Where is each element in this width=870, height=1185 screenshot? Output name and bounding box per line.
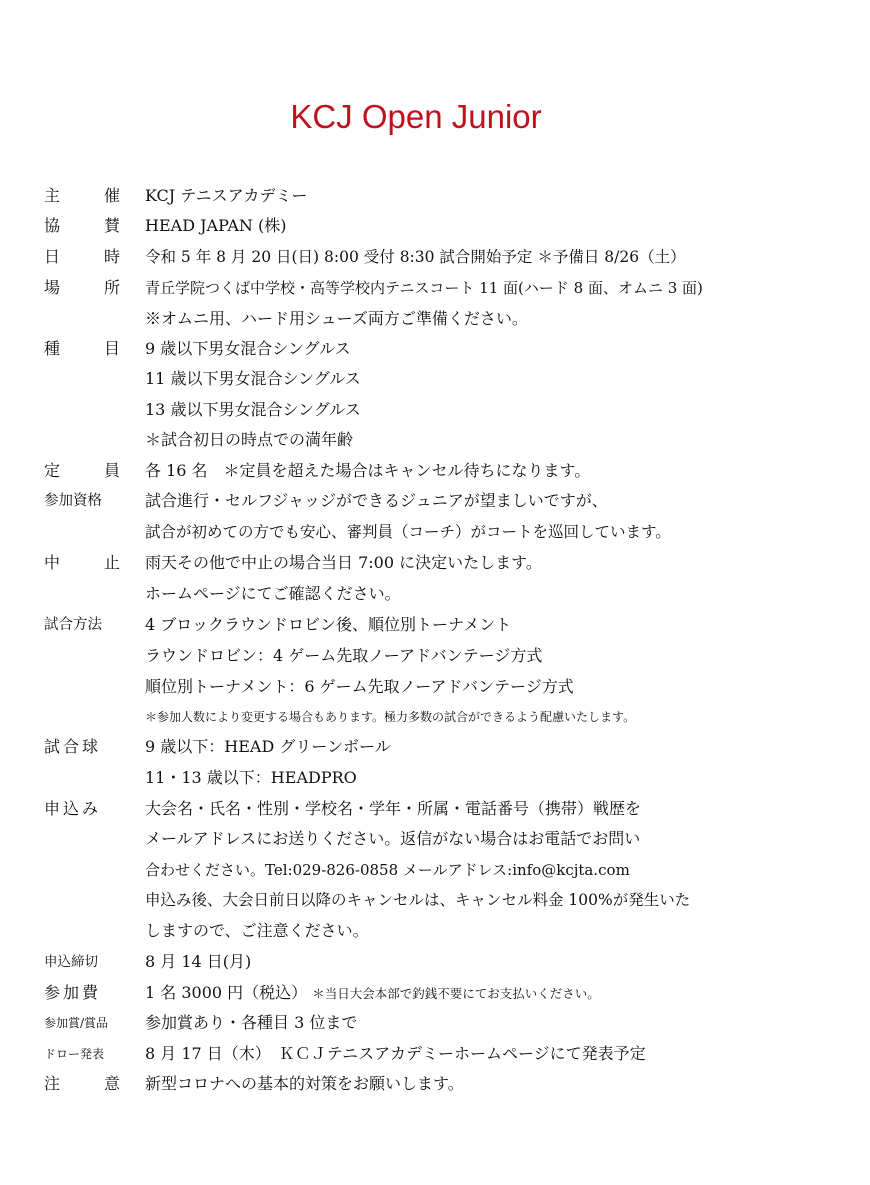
- value-events-4: ＊試合初日の時点での満年齢: [145, 430, 354, 449]
- value-ball-2: 11・13 歳以下：HEADPRO: [145, 768, 357, 787]
- row-application-3: [0, 858, 870, 888]
- value-venue-2: ※オムニ用、ハード用シューズ両方ご準備ください。: [145, 309, 528, 328]
- value-sponsor: HEAD JAPAN (株): [145, 216, 287, 235]
- row-draw: [0, 1042, 870, 1072]
- value-eligibility-2: 試合が初めての方でも安心、審判員（コーチ）がコートを巡回しています。: [145, 523, 671, 541]
- row-fee: [0, 981, 870, 1011]
- row-eligibility: [0, 489, 870, 519]
- row-events-2: [0, 367, 870, 397]
- label-notice: 注 意: [44, 1074, 135, 1093]
- value-draw: 8 月 17 日（木） ＫＣＪテニスアカデミーホームページにて発表予定: [145, 1044, 646, 1063]
- row-venue-2: [0, 307, 870, 337]
- row-application: [0, 797, 870, 827]
- label-venue: 場 所: [44, 278, 135, 297]
- row-format-2: [0, 644, 870, 674]
- row-application-4: [0, 888, 870, 918]
- value-events-2: 11 歳以下男女混合シングルス: [145, 369, 361, 388]
- row-cancellation-2: [0, 582, 870, 612]
- value-organizer: KCJ テニスアカデミー: [145, 186, 308, 205]
- row-events-4: [0, 428, 870, 458]
- value-format-2: ラウンドロビン：4 ゲーム先取ノーアドバンテージ方式: [145, 646, 543, 665]
- label-cancellation: 中 止: [44, 553, 135, 572]
- value-format-note: ＊参加人数により変更する場合もあります。極力多数の試合ができるよう配慮いたします。: [145, 710, 636, 724]
- value-application-1: 大会名・氏名・性別・学校名・学年・所属・電話番号（携帯）戦歴を: [145, 799, 642, 818]
- label-sponsor: 協 賛: [44, 216, 135, 235]
- label-application: 申込み: [44, 799, 102, 818]
- value-fee: 1 名 3000 円（税込）: [145, 983, 308, 1002]
- value-deadline: 8 月 14 日(月): [145, 952, 252, 971]
- row-notice: [0, 1072, 870, 1102]
- row-application-2: [0, 827, 870, 857]
- row-application-5: [0, 919, 870, 949]
- label-ball: 試合球: [44, 737, 102, 756]
- value-fee-group: [145, 981, 600, 1006]
- value-events-1: 9 歳以下男女混合シングルス: [145, 339, 351, 358]
- row-organizer: [0, 184, 870, 214]
- row-events-3: [0, 398, 870, 428]
- row-sponsor: [0, 214, 870, 244]
- label-capacity: 定 員: [44, 461, 135, 480]
- label-fee: 参加費: [44, 983, 102, 1002]
- row-datetime: [0, 245, 870, 275]
- value-ball-1: 9 歳以下：HEAD グリーンボール: [145, 737, 391, 756]
- value-format-1: 4 ブロックラウンドロビン後、順位別トーナメント: [145, 615, 512, 634]
- value-capacity: 各 16 名 ＊定員を超えた場合はキャンセル待ちになります。: [145, 461, 591, 480]
- row-cancellation: [0, 551, 870, 581]
- value-application-5: しますので、ご注意ください。: [145, 921, 369, 940]
- value-application-4: 申込み後、大会日前日以降のキャンセルは、キャンセル料金 100%が発生いた: [145, 891, 691, 909]
- row-venue: [0, 276, 870, 306]
- row-format-note: [0, 705, 870, 735]
- value-notice: 新型コロナへの基本的対策をお願いします。: [145, 1074, 464, 1093]
- row-format-3: [0, 675, 870, 705]
- value-fee-note: ＊当日大会本部で釣銭不要にてお支払いください。: [312, 986, 600, 1001]
- label-eligibility: 参加資格: [44, 493, 102, 509]
- value-events-3: 13 歳以下男女混合シングルス: [145, 400, 361, 419]
- row-prizes: [0, 1011, 870, 1041]
- row-ball-2: [0, 766, 870, 796]
- row-format: [0, 613, 870, 643]
- value-cancellation-2: ホームページにてご確認ください。: [145, 584, 401, 603]
- value-application-3: 合わせください。Tel:029-826-0858 メールアドレス:info@kcjta.com: [145, 861, 630, 879]
- row-ball: [0, 735, 870, 765]
- value-format-3: 順位別トーナメント：6 ゲーム先取ノーアドバンテージ方式: [145, 677, 574, 696]
- label-format: 試合方法: [44, 617, 102, 633]
- value-application-2: メールアドレスにお送りください。返信がない場合はお電話でお問い: [145, 829, 641, 848]
- value-prizes: 参加賞あり・各種目 3 位まで: [145, 1013, 358, 1032]
- row-deadline: [0, 950, 870, 980]
- row-capacity: [0, 459, 870, 489]
- label-prizes: 参加賞/賞品: [44, 1016, 109, 1030]
- value-venue-1: 青丘学院つくば中学校・高等学校内テニスコート 11 面(ハード 8 面、オムニ 3 面): [145, 279, 703, 297]
- label-events: 種 目: [44, 339, 135, 358]
- row-eligibility-2: [0, 520, 870, 550]
- value-datetime: 令和 5 年 8 月 20 日(日) 8:00 受付 8:30 試合開始予定 ＊予備日 8/26（土）: [145, 248, 686, 266]
- label-organizer: 主 催: [44, 186, 135, 205]
- row-events: [0, 337, 870, 367]
- value-eligibility-1: 試合進行・セルフジャッジができるジュニアが望ましいですが、: [145, 491, 608, 510]
- page-title: KCJ Open Junior: [290, 98, 542, 135]
- label-draw: ドロー発表: [44, 1047, 105, 1061]
- label-deadline: 申込締切: [44, 954, 98, 970]
- label-datetime: 日 時: [44, 247, 135, 266]
- value-cancellation-1: 雨天その他で中止の場合当日 7:00 に決定いたします。: [145, 553, 542, 572]
